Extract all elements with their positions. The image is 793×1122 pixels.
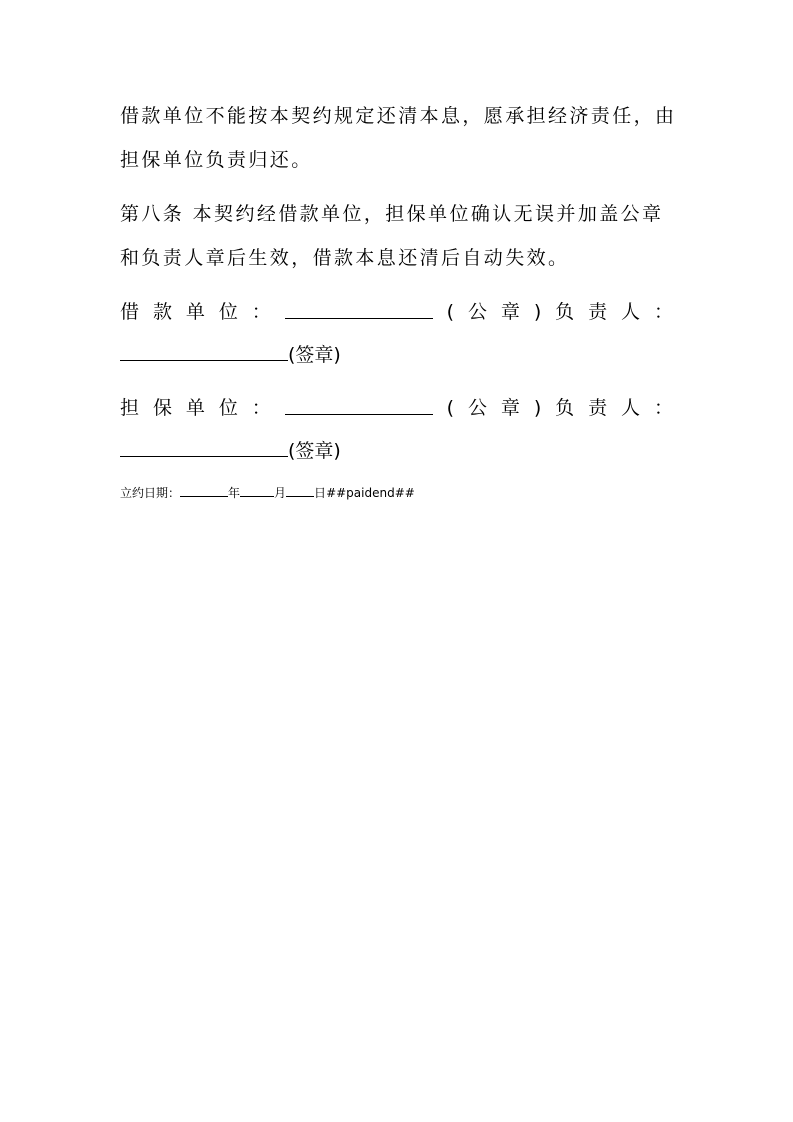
paragraph-1-line-2: 担保单位负责归还。 — [120, 149, 313, 171]
borrower-sign-label: (签章) — [288, 344, 341, 366]
day-label: 日 — [314, 486, 327, 500]
paidend-marker: ##paidend## — [326, 486, 415, 500]
day-blank[interactable] — [286, 485, 314, 497]
month-label: 月 — [274, 486, 287, 500]
guarantor-seal-char: ( — [446, 397, 455, 419]
guarantor-sign-row — [120, 438, 673, 463]
borrower-seal-blank[interactable] — [285, 300, 433, 319]
month-blank[interactable] — [240, 485, 274, 497]
borrower-seal-char: ( — [446, 301, 455, 323]
borrower-label-colon: ： — [251, 301, 271, 323]
borrower-signature-row — [120, 300, 673, 324]
guarantor-rep-char: 人 — [621, 397, 641, 419]
guarantor-seal-char: 章 — [500, 397, 520, 419]
borrower-rep-char: 责 — [588, 301, 608, 323]
paragraph-1-line-1: 借款单位不能按本契约规定还清本息，愿承担经济责任，由 — [120, 105, 677, 127]
guarantor-label-char: 单 — [185, 397, 205, 419]
guarantor-rep-sign-blank[interactable] — [120, 438, 288, 457]
guarantor-rep-colon: ： — [653, 397, 673, 419]
guarantor-signature-row — [120, 396, 673, 420]
guarantor-label-char: 位 — [218, 397, 238, 419]
borrower-label-char: 位 — [218, 301, 238, 323]
borrower-label-char: 款 — [152, 301, 172, 323]
year-blank[interactable] — [180, 485, 228, 497]
borrower-seal-char: 公 — [467, 301, 487, 323]
guarantor-seal-char: ) — [533, 397, 542, 419]
borrower-seal-char: 章 — [500, 301, 520, 323]
contract-date-line — [120, 485, 415, 501]
guarantor-label-char: 担 — [120, 397, 140, 419]
borrower-label-char: 单 — [185, 301, 205, 323]
guarantor-label-colon: ： — [251, 397, 271, 419]
paragraph-2-line-1: 第八条 本契约经借款单位，担保单位确认无误并加盖公章 — [120, 203, 664, 225]
borrower-sign-row — [120, 342, 673, 367]
date-label: 立约日期： — [120, 486, 181, 500]
guarantor-rep-char: 负 — [555, 397, 575, 419]
borrower-seal-char: ) — [533, 301, 542, 323]
borrower-rep-sign-blank[interactable] — [120, 342, 288, 361]
borrower-label-char: 借 — [120, 301, 140, 323]
guarantor-sign-label: (签章) — [288, 440, 341, 462]
borrower-rep-colon: ： — [653, 301, 673, 323]
paragraph-2-line-2: 和负责人章后生效，借款本息还清后自动失效。 — [120, 247, 570, 269]
guarantor-rep-char: 责 — [588, 397, 608, 419]
borrower-rep-char: 负 — [555, 301, 575, 323]
guarantor-seal-char: 公 — [467, 397, 487, 419]
borrower-rep-char: 人 — [621, 301, 641, 323]
guarantor-seal-blank[interactable] — [285, 396, 433, 415]
guarantor-label-char: 保 — [152, 397, 172, 419]
year-label: 年 — [228, 486, 241, 500]
